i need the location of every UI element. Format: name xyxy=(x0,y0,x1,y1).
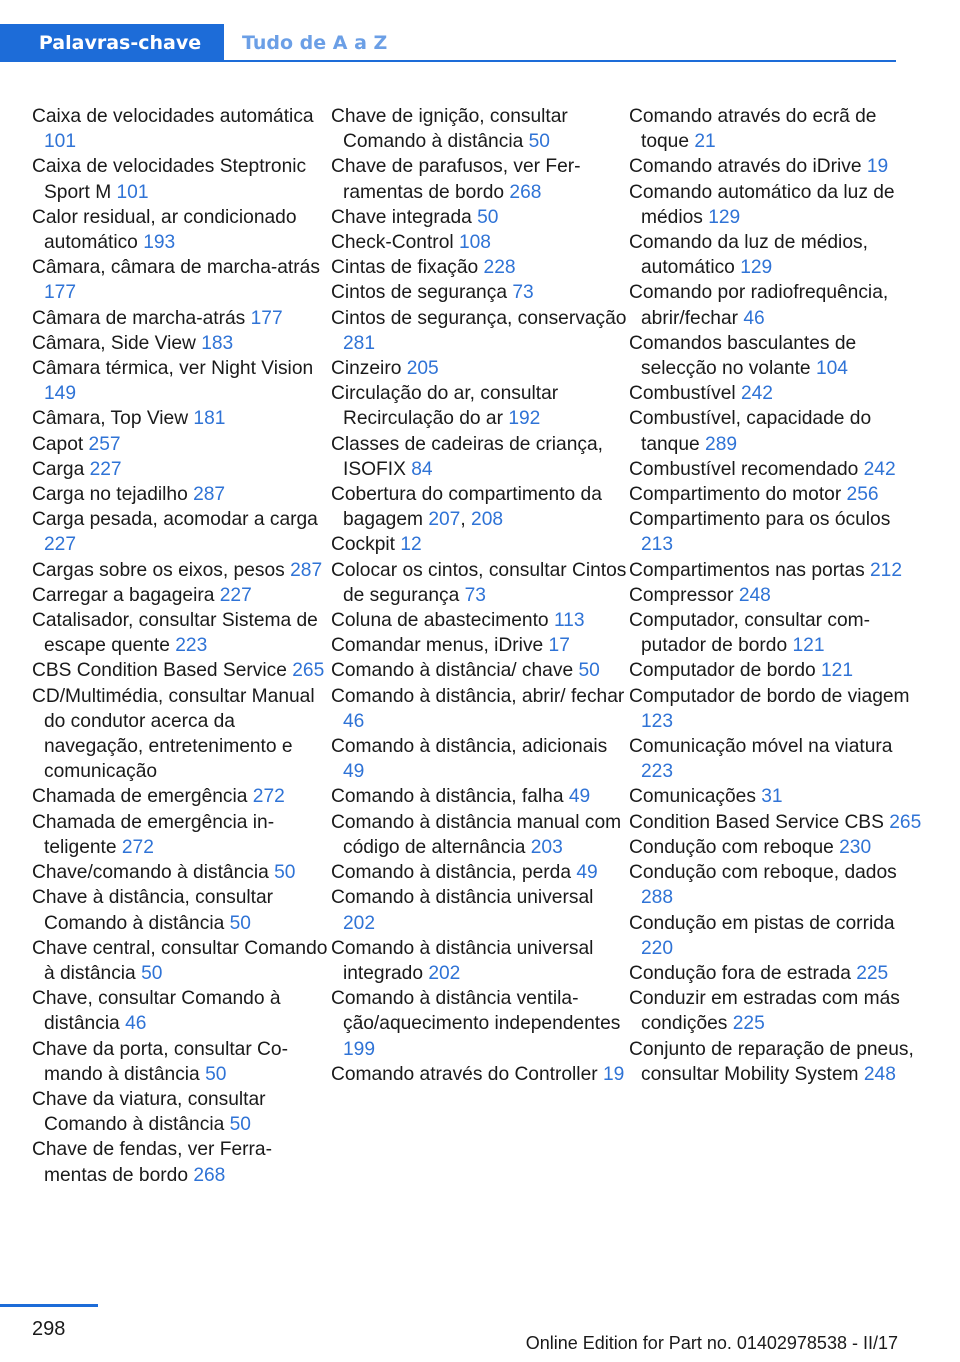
index-entry xyxy=(32,558,328,583)
index-entry xyxy=(331,885,627,935)
page-reference-link[interactable]: 50 xyxy=(528,131,550,153)
index-entry xyxy=(32,432,328,457)
page-reference-link[interactable]: 248 xyxy=(863,1063,896,1085)
page-reference-link[interactable]: 121 xyxy=(821,660,854,682)
index-entry xyxy=(629,180,925,230)
page-reference-link[interactable]: 256 xyxy=(846,484,879,506)
index-entry xyxy=(629,835,925,860)
index-entry xyxy=(629,986,925,1036)
index-entry xyxy=(32,306,328,331)
index-entry xyxy=(629,911,925,961)
page-reference-link[interactable]: 242 xyxy=(863,458,896,480)
page-reference-link[interactable]: 49 xyxy=(576,862,598,884)
index-entry xyxy=(331,255,627,280)
page-reference-link[interactable]: 21 xyxy=(694,131,716,153)
page-reference-link[interactable]: 101 xyxy=(116,181,149,203)
page-reference-link[interactable]: 121 xyxy=(792,635,825,657)
index-entry xyxy=(331,810,627,860)
index-entry-term: Cinzeiro xyxy=(331,358,407,380)
index-entry-term: Chave de ignição, consultar Comando à distância xyxy=(331,106,568,153)
index-entry-term: Computador de bordo xyxy=(629,660,821,682)
index-entry xyxy=(629,482,925,507)
page-reference-link[interactable]: 46 xyxy=(125,1013,147,1035)
index-column-2 xyxy=(331,104,627,1087)
index-entry xyxy=(331,633,627,658)
index-entry-term: Comando à distância universal xyxy=(331,887,594,909)
page-reference-link[interactable]: 225 xyxy=(732,1013,765,1035)
index-entry xyxy=(32,205,328,255)
index-entry xyxy=(32,684,328,785)
index-entry xyxy=(629,684,925,734)
page-reference-link[interactable]: 46 xyxy=(343,710,365,732)
page-reference-link[interactable]: 129 xyxy=(740,257,773,279)
index-entry-term: Computador de bordo de viagem xyxy=(629,685,910,707)
page-reference-link[interactable]: 193 xyxy=(143,232,176,254)
index-entry xyxy=(331,986,627,1062)
index-entry-term: Carga no tejadilho xyxy=(32,484,194,506)
page-reference-link[interactable]: 73 xyxy=(512,282,534,304)
page-reference-link[interactable]: 183 xyxy=(201,332,234,354)
index-entry xyxy=(331,104,627,154)
index-entry xyxy=(32,507,328,557)
index-entry-term: Comando à distância, abrir/ fechar xyxy=(331,685,625,707)
index-entry-term: Comunicações xyxy=(629,786,762,808)
page-reference-link[interactable]: 50 xyxy=(578,660,600,682)
page-reference-link[interactable]: 84 xyxy=(411,458,433,480)
index-entry xyxy=(331,936,627,986)
index-entry xyxy=(32,608,328,658)
index-entry xyxy=(32,457,328,482)
index-entry xyxy=(331,154,627,204)
page-reference-link[interactable]: 12 xyxy=(400,534,422,556)
index-entry-term: Comando à distância manual com código de alternância xyxy=(331,811,622,858)
index-entry-term: Classes de cadeiras de criança, ISOFIX xyxy=(331,433,603,480)
index-entry-term: Chave integrada xyxy=(331,206,478,228)
page-reference-link[interactable]: 50 xyxy=(205,1063,227,1085)
index-entry-term: Chave de fendas, ver Ferramentas de bordo xyxy=(32,1139,272,1186)
index-entry xyxy=(629,507,925,557)
index-entry-term: Catalisador, consultar Sistema de escape quente xyxy=(32,610,318,657)
index-entry-term: Chave central, consultar Comando à distância xyxy=(32,937,328,984)
tab-tudo-de-a-a-z[interactable]: Tudo de A a Z xyxy=(242,32,388,54)
index-entry-term: Condução em pistas de corrida xyxy=(629,912,895,934)
page-reference-link[interactable]: 230 xyxy=(839,836,872,858)
index-entry xyxy=(32,1037,328,1087)
index-entry-term: Carga xyxy=(32,458,90,480)
index-entry xyxy=(629,810,925,835)
index-entry xyxy=(32,1087,328,1137)
page-reference-link[interactable]: 202 xyxy=(343,912,376,934)
index-entry-term: Comando à distância, perda xyxy=(331,862,577,884)
index-entry-term: Cobertura do compartimento da bagagem xyxy=(331,484,602,531)
index-entry xyxy=(331,280,627,305)
index-entry xyxy=(629,734,925,784)
tab-palavras-chave[interactable]: Palavras-chave xyxy=(0,24,224,62)
index-entry-term: Cintos de segurança, conservação xyxy=(331,307,627,329)
page-reference-link[interactable]: 227 xyxy=(44,534,77,556)
index-entry xyxy=(331,205,627,230)
page-reference-link[interactable]: 208 xyxy=(471,509,504,531)
page-reference-link[interactable]: 177 xyxy=(250,307,283,329)
page-reference-link[interactable]: 17 xyxy=(548,635,570,657)
index-entry xyxy=(32,356,328,406)
page-reference-link[interactable]: 289 xyxy=(705,433,738,455)
index-column-3 xyxy=(629,104,925,1087)
index-entry xyxy=(32,255,328,305)
index-entry-term: Chave de parafusos, ver Ferramentas de bordo xyxy=(331,156,581,203)
page-reference-link[interactable]: 104 xyxy=(815,358,848,380)
index-entry-term: CD/Multimédia, consultar Manual do condutor acerca da navegação, entretenimento e comunicação xyxy=(32,685,315,783)
index-entry-term: Câmara de marcha-atrás xyxy=(32,307,251,329)
index-entry xyxy=(331,1062,627,1087)
index-entry xyxy=(629,658,925,683)
index-entry-term: Combustível recomendado xyxy=(629,458,864,480)
index-entry-term: Comando através do iDrive xyxy=(629,156,867,178)
page-reference-link[interactable]: 50 xyxy=(141,962,163,984)
page-reference-link[interactable]: 50 xyxy=(477,206,499,228)
page-reference-link[interactable]: 248 xyxy=(738,584,771,606)
page-reference-link[interactable]: 149 xyxy=(44,383,77,405)
index-entry xyxy=(32,784,328,809)
index-entry xyxy=(32,583,328,608)
index-entry-term: Chave da viatura, consultar Comando à distância xyxy=(32,1088,266,1136)
page-number: 298 xyxy=(32,1318,66,1340)
page-reference-link[interactable]: 223 xyxy=(641,761,674,783)
index-entry xyxy=(331,860,627,885)
page-reference-link[interactable]: 220 xyxy=(641,937,674,959)
index-entry xyxy=(629,457,925,482)
index-entry xyxy=(32,1137,328,1187)
index-entry-term: Comunicação móvel na viatura xyxy=(629,736,893,758)
index-entry-term: Conjunto de reparação de pneus, consultar Mobility System xyxy=(629,1038,914,1085)
edition-note: Online Edition for Part no. 01402978538 - II/17 xyxy=(525,1333,898,1353)
page-reference-link[interactable]: 49 xyxy=(343,761,365,783)
index-entry xyxy=(32,860,328,885)
index-entry-term: Check-Control xyxy=(331,232,459,254)
index-entry xyxy=(331,381,627,431)
index-entry-term: Caixa de velocidades Steptronic Sport M xyxy=(32,156,307,203)
index-entry-term: Chave, consultar Comando à distância xyxy=(32,988,281,1035)
page-reference-link[interactable]: 272 xyxy=(252,786,285,808)
page-reference-link[interactable]: 227 xyxy=(219,584,252,606)
index-entry xyxy=(331,230,627,255)
index-entry-term: Câmara, câmara de marcha-atrás xyxy=(32,257,320,279)
page-reference-link[interactable]: 265 xyxy=(889,811,922,833)
index-entry-term: Compartimentos nas portas xyxy=(629,559,871,581)
index-entry xyxy=(331,658,627,683)
page-reference-link[interactable]: 287 xyxy=(290,559,323,581)
index-entry-term: Comandos basculantes de selecção no volante xyxy=(629,332,857,380)
page-reference-link[interactable]: 129 xyxy=(708,206,741,228)
page-reference-link[interactable]: 227 xyxy=(89,458,122,480)
index-entry-term: Câmara térmica, ver Night Vision xyxy=(32,358,314,380)
index-entry xyxy=(331,356,627,381)
index-entry-term: Comando à distância universal integrado xyxy=(331,937,594,984)
index-entry xyxy=(629,860,925,910)
index-entry xyxy=(32,658,328,683)
index-entry-term: Chave da porta, consultar Comando à distância xyxy=(32,1038,288,1085)
page-reference-link[interactable]: 108 xyxy=(458,232,491,254)
index-entry-term: Coluna de abastecimento xyxy=(331,610,554,632)
footer-rule xyxy=(0,1304,98,1307)
index-entry xyxy=(629,784,925,809)
page-reference-link[interactable]: 73 xyxy=(464,584,486,606)
index-entry: Cobertura do compartimento da bagagem 207, 208 xyxy=(331,484,602,531)
page-reference-link[interactable]: 212 xyxy=(870,559,903,581)
index-entry xyxy=(32,885,328,935)
index-entry-term: Carregar a bagageira xyxy=(32,584,220,606)
page-reference-link[interactable]: 177 xyxy=(44,282,77,304)
index-entry xyxy=(629,406,925,456)
page-reference-link[interactable]: 225 xyxy=(856,962,889,984)
index-entry xyxy=(331,432,627,482)
index-entry xyxy=(331,684,627,734)
page-reference-link[interactable]: 203 xyxy=(530,836,563,858)
index-entry xyxy=(32,810,328,860)
index-entry-term: Cintas de fixação xyxy=(331,257,484,279)
index-entry-term: Condition Based Service CBS xyxy=(629,811,890,833)
index-entry xyxy=(629,961,925,986)
page-reference-link[interactable]: 181 xyxy=(193,408,226,430)
index-entry-term: Condução fora de estrada xyxy=(629,962,857,984)
index-column-1 xyxy=(32,104,328,1188)
header-divider xyxy=(224,60,896,62)
page-reference-link[interactable]: 19 xyxy=(602,1063,625,1085)
index-entry xyxy=(32,331,328,356)
index-entry-term: Capot xyxy=(32,433,89,455)
index-entry xyxy=(32,936,328,986)
page-reference-link[interactable]: 268 xyxy=(193,1164,226,1186)
page-reference-link[interactable]: 268 xyxy=(509,181,542,203)
index-entry-term: Chamada de emergência inteligente xyxy=(32,811,275,858)
index-entry-term: Comandar menus, iDrive xyxy=(331,635,549,657)
index-entry-term: Comando à distância, falha xyxy=(331,786,569,808)
index-entry-term: Câmara, Side View xyxy=(32,332,202,354)
index-entry-term: Calor residual, ar condicionado automático xyxy=(32,206,297,254)
page-reference-link[interactable]: 31 xyxy=(761,786,783,808)
index-entry-term: Comando através do ecrã de toque xyxy=(629,106,877,153)
index-entry xyxy=(331,608,627,633)
index-entry-term: CBS Condition Based Service xyxy=(32,660,293,682)
index-entry-term: Chamada de emergência xyxy=(32,786,253,808)
index-entry xyxy=(629,381,925,406)
index-entry-term: Computador, consultar computador de bordo xyxy=(629,610,871,657)
index-entry xyxy=(629,154,925,179)
index-entry xyxy=(331,734,627,784)
page-reference-link[interactable]: 213 xyxy=(641,534,674,556)
page-reference-link[interactable]: 281 xyxy=(343,332,376,354)
page-reference-link[interactable]: 50 xyxy=(229,1114,251,1136)
header-tabbar xyxy=(0,0,960,62)
page-reference-link[interactable]: 123 xyxy=(641,710,674,732)
index-entry xyxy=(32,104,328,154)
page-reference-link[interactable]: 265 xyxy=(292,660,325,682)
page-reference-link[interactable]: 50 xyxy=(229,912,251,934)
page-reference-link[interactable]: 113 xyxy=(553,610,585,632)
index-entry-term: Compressor xyxy=(629,584,739,606)
page-reference-link[interactable]: 46 xyxy=(743,307,765,329)
page-reference-link[interactable]: 192 xyxy=(508,408,541,430)
index-entry xyxy=(32,154,328,204)
page-reference-link[interactable]: 272 xyxy=(121,836,154,858)
index-entry xyxy=(629,331,925,381)
page-reference-link[interactable]: 288 xyxy=(641,887,674,909)
page-reference-link[interactable]: 242 xyxy=(740,383,773,405)
index-entry-term: Cockpit xyxy=(331,534,401,556)
index-entry-term: Comando automático da luz de médios xyxy=(629,181,895,228)
index-entry xyxy=(32,482,328,507)
index-entry-term: Comando à distância/ chave xyxy=(331,660,579,682)
index-entry-term: Comando por radiofrequência, abrir/fechar xyxy=(629,282,889,329)
index-entry-term: Circulação do ar, consultar Recirculação do ar xyxy=(331,383,559,430)
index-entry xyxy=(331,784,627,809)
index-entry-term: Condução com reboque, dados xyxy=(629,862,897,884)
page-reference-link[interactable]: 199 xyxy=(343,1038,376,1060)
index-entry-term: Comando à distância, adicionais xyxy=(331,736,608,758)
index-entry-term: Compartimento para os óculos xyxy=(629,509,891,531)
index-entry-term: Caixa de velocidades automática xyxy=(32,106,314,127)
index-entry-term: Carga pesada, acomodar a carga xyxy=(32,509,318,531)
index-entry xyxy=(629,1037,925,1087)
index-entry-term: Colocar os cintos, consultar Cintos de segurança xyxy=(331,559,627,606)
index-entry xyxy=(32,986,328,1036)
page-reference-link[interactable]: 207 xyxy=(428,509,461,531)
index-entry xyxy=(331,532,627,557)
index-entry xyxy=(629,583,925,608)
index-entry-term: Conduzir em estradas com más condições xyxy=(629,988,900,1035)
index-entry xyxy=(32,406,328,431)
index-entry-term: Combustível xyxy=(629,383,741,405)
index-entry-term: Chave à distância, consultar Comando à distância xyxy=(32,887,274,934)
page-reference-link[interactable]: 49 xyxy=(568,786,591,808)
page-reference-link[interactable]: 257 xyxy=(88,433,121,455)
index-entry xyxy=(331,558,627,608)
index-entry-term: Comando à distância ventilação/aquecimento independentes xyxy=(331,988,621,1035)
index-entry xyxy=(629,558,925,583)
index-entry-term: Compartimento do motor xyxy=(629,484,847,506)
index-entry xyxy=(629,608,925,658)
index-entry-term: Combustível, capacidade do tanque xyxy=(629,408,872,455)
page-reference-link[interactable]: 101 xyxy=(44,131,77,153)
index-entry xyxy=(629,104,925,154)
page-reference-link[interactable]: 228 xyxy=(483,257,516,279)
index-entry xyxy=(629,280,925,330)
page-reference-link[interactable]: 202 xyxy=(428,962,461,984)
page-reference-link[interactable]: 19 xyxy=(866,156,889,178)
index-entry xyxy=(629,230,925,280)
page-reference-link[interactable]: 287 xyxy=(193,484,226,506)
index-entry-term: Câmara, Top View xyxy=(32,408,194,430)
index-entry-term: Chave/comando à distância xyxy=(32,862,275,884)
index-entry-term: Cintos de segurança xyxy=(331,282,513,304)
index-entry-term: Comando da luz de médios, automático xyxy=(629,232,868,279)
page-reference-link[interactable]: 205 xyxy=(406,358,439,380)
index-entry-term: Condução com reboque xyxy=(629,836,840,858)
index-entry xyxy=(331,306,627,356)
index-entry-term: Cargas sobre os eixos, pesos xyxy=(32,559,291,581)
page-reference-link[interactable]: 50 xyxy=(274,862,296,884)
index-entry-term: Comando através do Controller xyxy=(331,1063,603,1085)
page-reference-link[interactable]: 223 xyxy=(175,635,208,657)
